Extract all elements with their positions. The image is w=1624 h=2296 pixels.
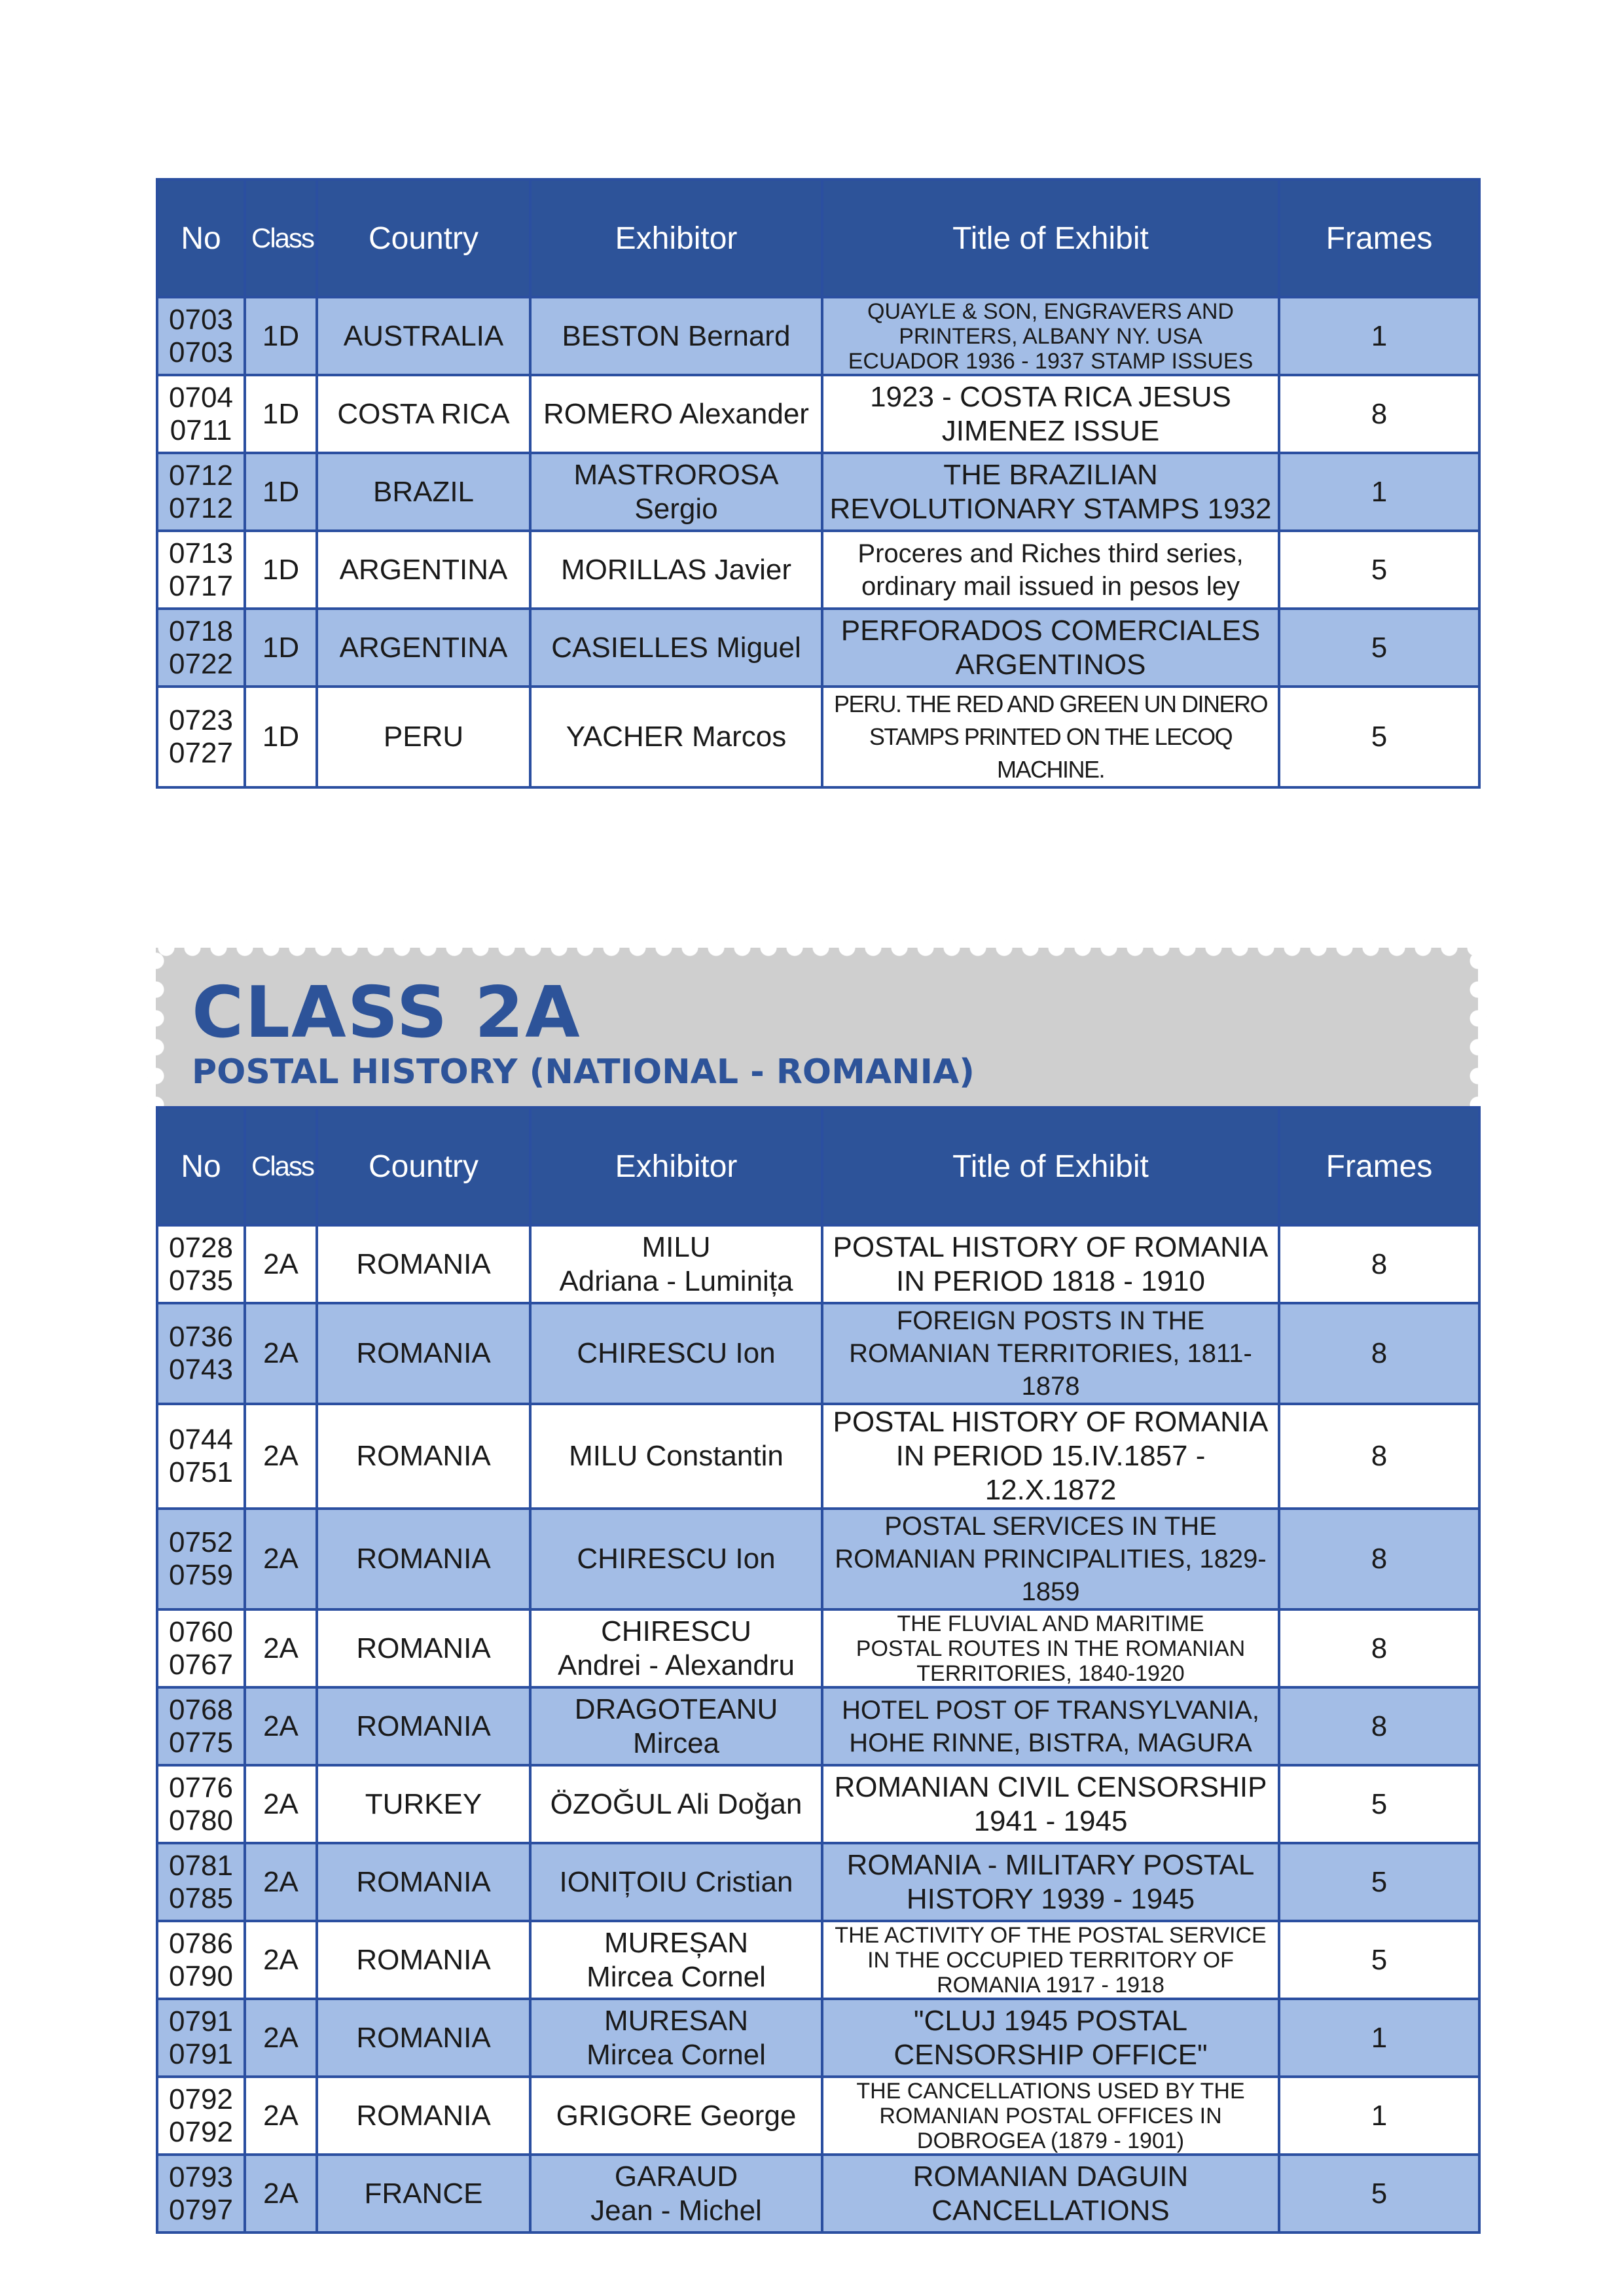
cell-exhibitor: DRAGOTEANU Mircea: [530, 1687, 822, 1765]
cell-class: 2A: [245, 1843, 317, 1921]
cell-title: ROMANIAN DAGUIN CANCELLATIONS: [822, 2155, 1279, 2233]
cell-class: 2A: [245, 1921, 317, 1999]
cell-class: 2A: [245, 2155, 317, 2233]
exhibit-table-2a: [156, 1106, 1481, 2234]
cell-class: 1D: [245, 531, 317, 609]
cell-exhibitor: CHIRESCU Ion: [530, 1509, 822, 1609]
cell-frames: 8: [1279, 1303, 1479, 1404]
cell-title: Proceres and Riches third series, ordinary mail issued in pesos ley: [822, 531, 1279, 609]
cell-exhibitor: IONIȚOIU Cristian: [530, 1843, 822, 1921]
table-row: [157, 1509, 1479, 1609]
cell-no: 0718 0722: [157, 609, 245, 687]
cell-country: ARGENTINA: [317, 609, 530, 687]
cell-title: THE FLUVIAL AND MARITIME POSTAL ROUTES IN THE ROMANIAN TERRITORIES, 1840-1920: [822, 1609, 1279, 1687]
cell-title: POSTAL SERVICES IN THE ROMANIAN PRINCIPALITIES, 1829-1859: [822, 1509, 1279, 1609]
cell-title: PERFORADOS COMERCIALES ARGENTINOS: [822, 609, 1279, 687]
cell-no: 0793 0797: [157, 2155, 245, 2233]
cell-class: 1D: [245, 297, 317, 375]
cell-class: 2A: [245, 2077, 317, 2155]
cell-country: ROMANIA: [317, 1609, 530, 1687]
cell-exhibitor: GRIGORE George: [530, 2077, 822, 2155]
cell-no: 0760 0767: [157, 1609, 245, 1687]
cell-exhibitor: BESTON Bernard: [530, 297, 822, 375]
cell-country: AUSTRALIA: [317, 297, 530, 375]
cell-frames: 5: [1279, 2155, 1479, 2233]
cell-no: 0712 0712: [157, 453, 245, 531]
cell-class: 1D: [245, 609, 317, 687]
cell-frames: 8: [1279, 1609, 1479, 1687]
cell-no: 0736 0743: [157, 1303, 245, 1404]
stamp-perforation-top: [156, 937, 1478, 958]
table-row: [157, 1687, 1479, 1765]
cell-title: POSTAL HISTORY OF ROMANIA IN PERIOD 15.IV.1857 - 12.X.1872: [822, 1404, 1279, 1509]
cell-country: ROMANIA: [317, 1509, 530, 1609]
cell-exhibitor: GARAUD Jean - Michel: [530, 2155, 822, 2233]
table-row: [157, 1303, 1479, 1404]
cell-country: ROMANIA: [317, 1404, 530, 1509]
cell-no: 0723 0727: [157, 687, 245, 787]
cell-no: 0704 0711: [157, 375, 245, 453]
cell-class: 2A: [245, 1404, 317, 1509]
cell-frames: 5: [1279, 687, 1479, 787]
cell-class: 2A: [245, 1687, 317, 1765]
cell-frames: 1: [1279, 1999, 1479, 2077]
cell-exhibitor: MILU Adriana - Luminița: [530, 1225, 822, 1303]
cell-frames: 5: [1279, 1921, 1479, 1999]
table-row: [157, 2155, 1479, 2233]
table-row: [157, 1999, 1479, 2077]
column-header-country: Country: [317, 1107, 530, 1225]
cell-country: ROMANIA: [317, 1921, 530, 1999]
cell-title: HOTEL POST OF TRANSYLVANIA, HOHE RINNE, BISTRA, MAGURA: [822, 1687, 1279, 1765]
column-header-exhibitor: Exhibitor: [530, 1107, 822, 1225]
cell-no: 0703 0703: [157, 297, 245, 375]
column-header-frames: Frames: [1279, 179, 1479, 297]
cell-exhibitor: MASTROROSA Sergio: [530, 453, 822, 531]
cell-country: COSTA RICA: [317, 375, 530, 453]
column-header-exhibitor: Exhibitor: [530, 179, 822, 297]
stamp-perforation-left: [145, 948, 166, 1109]
cell-exhibitor: MURESAN Mircea Cornel: [530, 1999, 822, 2077]
stamp-perforation-right: [1468, 948, 1489, 1109]
table-row: [157, 297, 1479, 375]
cell-frames: 8: [1279, 1509, 1479, 1609]
cell-exhibitor: CASIELLES Miguel: [530, 609, 822, 687]
cell-exhibitor: CHIRESCU Andrei - Alexandru: [530, 1609, 822, 1687]
cell-frames: 5: [1279, 1765, 1479, 1843]
column-header-no: No: [157, 1107, 245, 1225]
table-row: [157, 1921, 1479, 1999]
cell-no: 0752 0759: [157, 1509, 245, 1609]
cell-class: 1D: [245, 375, 317, 453]
cell-title: POSTAL HISTORY OF ROMANIA IN PERIOD 1818 - 1910: [822, 1225, 1279, 1303]
cell-frames: 1: [1279, 2077, 1479, 2155]
cell-country: ROMANIA: [317, 1999, 530, 2077]
cell-title: "CLUJ 1945 POSTAL CENSORSHIP OFFICE": [822, 1999, 1279, 2077]
cell-country: TURKEY: [317, 1765, 530, 1843]
class-heading: CLASS 2A: [192, 972, 581, 1054]
table-row: [157, 1843, 1479, 1921]
cell-title: THE ACTIVITY OF THE POSTAL SERVICE IN THE OCCUPIED TERRITORY OF ROMANIA 1917 - 1918: [822, 1921, 1279, 1999]
cell-no: 0744 0751: [157, 1404, 245, 1509]
cell-title: THE BRAZILIAN REVOLUTIONARY STAMPS 1932: [822, 453, 1279, 531]
exhibit-table-1d: [156, 178, 1481, 789]
cell-frames: 8: [1279, 1687, 1479, 1765]
cell-title: 1923 - COSTA RICA JESUS JIMENEZ ISSUE: [822, 375, 1279, 453]
cell-class: 1D: [245, 687, 317, 787]
column-header-class: Class: [245, 1107, 317, 1225]
cell-title: PERU. THE RED AND GREEN UN DINERO STAMPS PRINTED ON THE LECOQ MACHINE.: [822, 687, 1279, 787]
cell-exhibitor: MUREȘAN Mircea Cornel: [530, 1921, 822, 1999]
cell-frames: 5: [1279, 1843, 1479, 1921]
cell-country: ROMANIA: [317, 1225, 530, 1303]
cell-exhibitor: CHIRESCU Ion: [530, 1303, 822, 1404]
cell-country: PERU: [317, 687, 530, 787]
class-2a-banner: [156, 948, 1478, 1109]
table-row: [157, 687, 1479, 787]
cell-class: 2A: [245, 1765, 317, 1843]
cell-title: THE CANCELLATIONS USED BY THE ROMANIAN POSTAL OFFICES IN DOBROGEA (1879 - 1901): [822, 2077, 1279, 2155]
table-row: [157, 531, 1479, 609]
table-header-row: [157, 1107, 1479, 1225]
cell-exhibitor: ROMERO Alexander: [530, 375, 822, 453]
cell-no: 0791 0791: [157, 1999, 245, 2077]
cell-exhibitor: YACHER Marcos: [530, 687, 822, 787]
cell-no: 0713 0717: [157, 531, 245, 609]
cell-country: ROMANIA: [317, 2077, 530, 2155]
column-header-title: Title of Exhibit: [822, 179, 1279, 297]
cell-frames: 8: [1279, 1225, 1479, 1303]
cell-exhibitor: MORILLAS Javier: [530, 531, 822, 609]
cell-frames: 5: [1279, 531, 1479, 609]
cell-no: 0786 0790: [157, 1921, 245, 1999]
table-row: [157, 1404, 1479, 1509]
cell-exhibitor: MILU Constantin: [530, 1404, 822, 1509]
table-row: [157, 1765, 1479, 1843]
column-header-frames: Frames: [1279, 1107, 1479, 1225]
cell-class: 2A: [245, 1609, 317, 1687]
table-header-row: [157, 179, 1479, 297]
cell-country: ROMANIA: [317, 1303, 530, 1404]
class-subheading: POSTAL HISTORY (NATIONAL - ROMANIA): [192, 1052, 975, 1092]
cell-country: BRAZIL: [317, 453, 530, 531]
column-header-class: Class: [245, 179, 317, 297]
cell-no: 0792 0792: [157, 2077, 245, 2155]
table-row: [157, 1609, 1479, 1687]
cell-no: 0776 0780: [157, 1765, 245, 1843]
column-header-title: Title of Exhibit: [822, 1107, 1279, 1225]
cell-country: FRANCE: [317, 2155, 530, 2233]
cell-class: 2A: [245, 1225, 317, 1303]
cell-no: 0728 0735: [157, 1225, 245, 1303]
column-header-no: No: [157, 179, 245, 297]
cell-frames: 8: [1279, 375, 1479, 453]
cell-class: 1D: [245, 453, 317, 531]
column-header-country: Country: [317, 179, 530, 297]
cell-no: 0768 0775: [157, 1687, 245, 1765]
table-row: [157, 1225, 1479, 1303]
cell-country: ARGENTINA: [317, 531, 530, 609]
cell-title: FOREIGN POSTS IN THE ROMANIAN TERRITORIES, 1811-1878: [822, 1303, 1279, 1404]
table-row: [157, 2077, 1479, 2155]
cell-class: 2A: [245, 1303, 317, 1404]
table-row: [157, 375, 1479, 453]
cell-frames: 8: [1279, 1404, 1479, 1509]
table-row: [157, 609, 1479, 687]
cell-class: 2A: [245, 1509, 317, 1609]
cell-no: 0781 0785: [157, 1843, 245, 1921]
cell-country: ROMANIA: [317, 1687, 530, 1765]
table-row: [157, 453, 1479, 531]
cell-title: QUAYLE & SON, ENGRAVERS AND PRINTERS, ALBANY NY. USA ECUADOR 1936 - 1937 STAMP ISSUES: [822, 297, 1279, 375]
cell-exhibitor: ÖZOĞUL Ali Doğan: [530, 1765, 822, 1843]
cell-country: ROMANIA: [317, 1843, 530, 1921]
cell-title: ROMANIAN CIVIL CENSORSHIP 1941 - 1945: [822, 1765, 1279, 1843]
cell-frames: 1: [1279, 297, 1479, 375]
cell-class: 2A: [245, 1999, 317, 2077]
cell-title: ROMANIA - MILITARY POSTAL HISTORY 1939 - 1945: [822, 1843, 1279, 1921]
cell-frames: 1: [1279, 453, 1479, 531]
cell-frames: 5: [1279, 609, 1479, 687]
